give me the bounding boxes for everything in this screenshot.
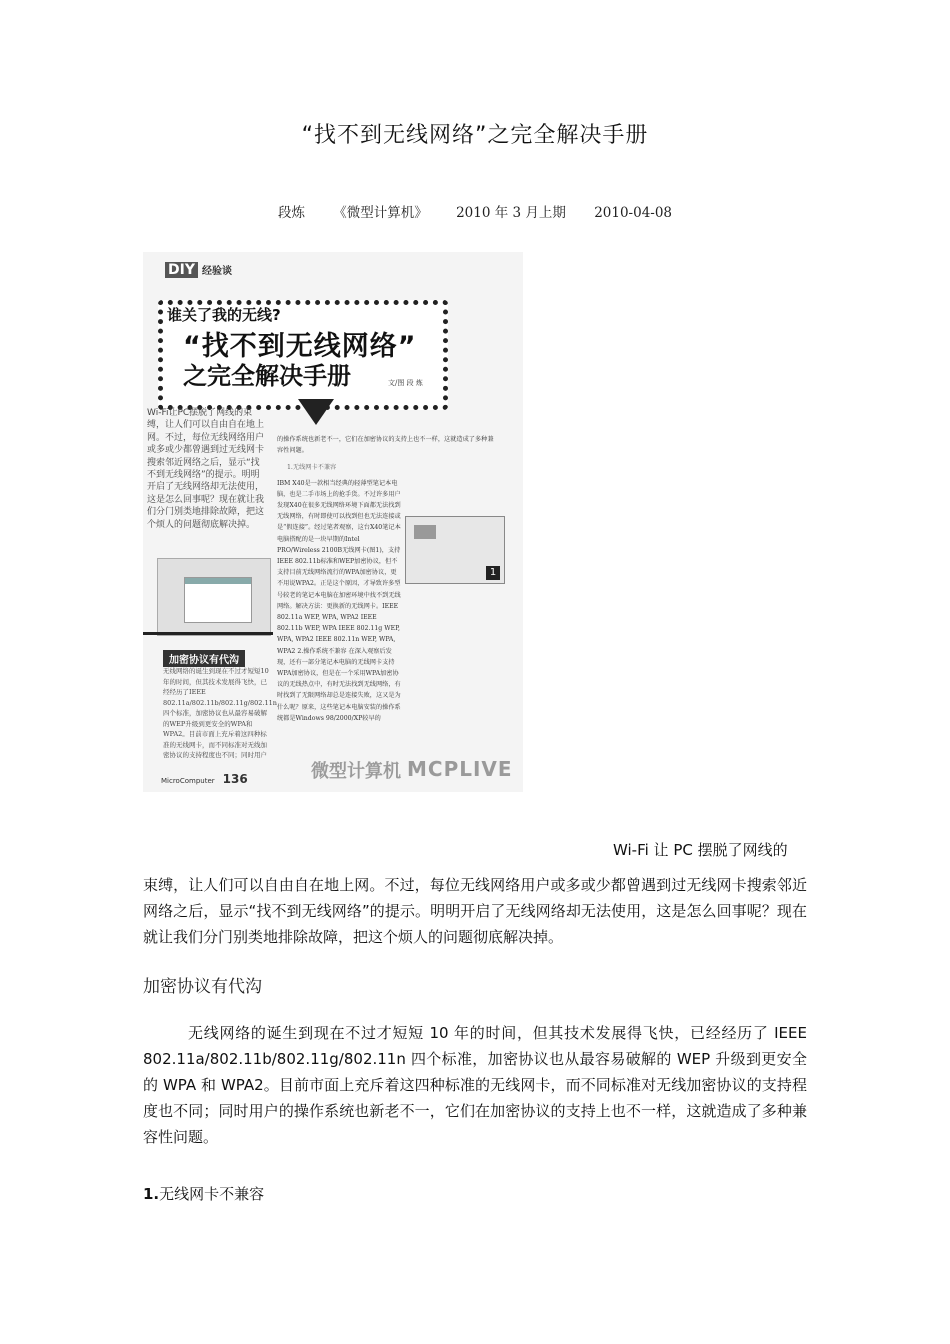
- magazine-name: 微型计算机: [311, 761, 401, 782]
- scan-divider: [143, 632, 273, 635]
- scan-window-titlebar: [185, 578, 251, 584]
- article-meta: [0, 201, 950, 221]
- lead-text: Wi-Fi 让 PC 摆脱了网线的: [613, 841, 788, 859]
- figure-number: 1: [486, 566, 500, 580]
- issue: 2010 年 3 月上期: [456, 205, 566, 221]
- magazine-logo: MCPLIVE: [407, 757, 513, 781]
- publish-date: 2010-04-08: [594, 205, 673, 221]
- paragraph-encryption: 无线网络的诞生到现在不过才短短 10 年的时间，但其技术发展得飞快，已经经历了 IEEE 802.11a/802.11b/802.11g/802.11n 四个标准，加密协议也从最容易破解的 WEP 升级到更安全的 WPA 和 WPA2。目前市面上充斥着这四种标准的无线网卡，而不同标准对无线加密协议的支持程度也不同；同时用户的操作系统也新老不一，它们在加密协议的支持上也不一样，这就造成了多种兼容性问题。: [143, 1024, 807, 1146]
- subsection-heading: [143, 1183, 264, 1204]
- bubble-byline: 文/图 段 炼: [388, 379, 423, 387]
- paragraph-intro: 束缚，让人们可以自由自在地上网。不过，每位无线网络用户或多或少都曾遇到过无线网卡搜索邻近网络之后，显示“找不到无线网络”的提示。明明开启了无线网络却无法使用，这是怎么回事呢？现在就让我们分门别类地排除故障，把这个烦人的问题彻底解决掉。: [143, 876, 807, 946]
- bubble-title-2: 之完全解决手册: [183, 362, 351, 390]
- scan-right-body: IBM X40是一款相当经典的轻薄型笔记本电脑，也是二手市场上的抢手货。不过许多用户发现X40在很多无线网络环境下面都无法找到无线网络，有时即使可以找到但也无法连接或是“假连接”。经过笔者观察，这台X40笔记本电脑搭配的是一块早期的Intel PRO/Wireless 2100B无线网卡(图1)，支持IEEE 802.11b标准和WEP加密协议，但不支持目前无线网络流行的WPA加密协议，更不用说WPA2。正是这个原因，才导致许多型号较老的笔记本电脑在加密环境中找不到无线网络。解决方法：更换新的无线网卡。IEEE 802.11a WEP, WPA, WPA2 IEEE 802.11b WEP, WPA IEEE 802.11g WEP, WPA, WPA2 IEEE 802.11n WEP, WPA, WPA2 2.操作系统不兼容 在深入观察后发现，还有一部分笔记本电脑的无线网卡支持WPA加密协议，但是在一个采用WPA加密协议的无线热点中，有时无法找到无线网络，有时找到了无限网络却总是连接失败，这又是为什么呢？原来，这些笔记本电脑安装的操作系统都是Windows 98/2000/XP较早的: [277, 479, 401, 722]
- subsection-title: 无线网卡不兼容: [159, 1185, 265, 1203]
- bubble-title: “找不到无线网络”: [183, 331, 417, 362]
- publication: 《微型计算机》: [333, 205, 428, 221]
- scan-page-number: 136: [222, 772, 248, 786]
- scan-section-header: DIY 经验谈: [165, 262, 232, 278]
- author: 段炼: [277, 205, 305, 221]
- scan-subheading: 加密协议有代沟: [163, 650, 245, 667]
- scan-page-footer: MicroComputer 136: [161, 772, 248, 786]
- scan-left-column-text: 无线网络的诞生到现在不过才短短10年的时间，但其技术发展得飞快，已经经历了IEEE 802.11a/802.11b/802.11g/802.11n四个标准，加密协议也从最容易破解的WEP升级到更安全的WPA和WPA2。目前市面上充斥着这四种标准的无线网卡，而不同标准对无线加密协议的支持程度也不同；同时用户: [163, 667, 277, 759]
- card-chip: [414, 525, 436, 539]
- scan-window: [184, 577, 252, 623]
- scan-screenshot: [157, 558, 271, 636]
- scan-right-intro: 的操作系统也新老不一，它们在加密协议的支持上也不一样，这就造成了多种兼容性问题。: [277, 436, 494, 455]
- wireless-card-photo: [405, 516, 505, 584]
- scan-intro-text: Wi-Fi让PC摆脱了网线的束缚，让人们可以自由自在地上网。不过，每位无线网络用户或多或少都曾遇到过无线网卡搜索邻近网络之后，显示“找不到无线网络”的提示。明明开启了无线网络却无法使用，这是怎么回事呢？现在就让我们分门别类地排除故障，把这个烦人的问题彻底解决掉。: [147, 408, 265, 530]
- magazine-scan-image: [143, 252, 523, 792]
- scan-section-label: 经验谈: [201, 266, 232, 277]
- scan-right-heading: 1.无线网卡不兼容: [287, 464, 337, 472]
- bubble-subtitle: 谁关了我的无线?: [167, 306, 281, 324]
- article-title: “找不到无线网络”之完全解决手册: [301, 123, 649, 148]
- section-heading: 加密协议有代沟: [143, 977, 262, 997]
- speech-bubble-tail: [298, 399, 334, 425]
- subsection-number: 1.: [143, 1185, 160, 1203]
